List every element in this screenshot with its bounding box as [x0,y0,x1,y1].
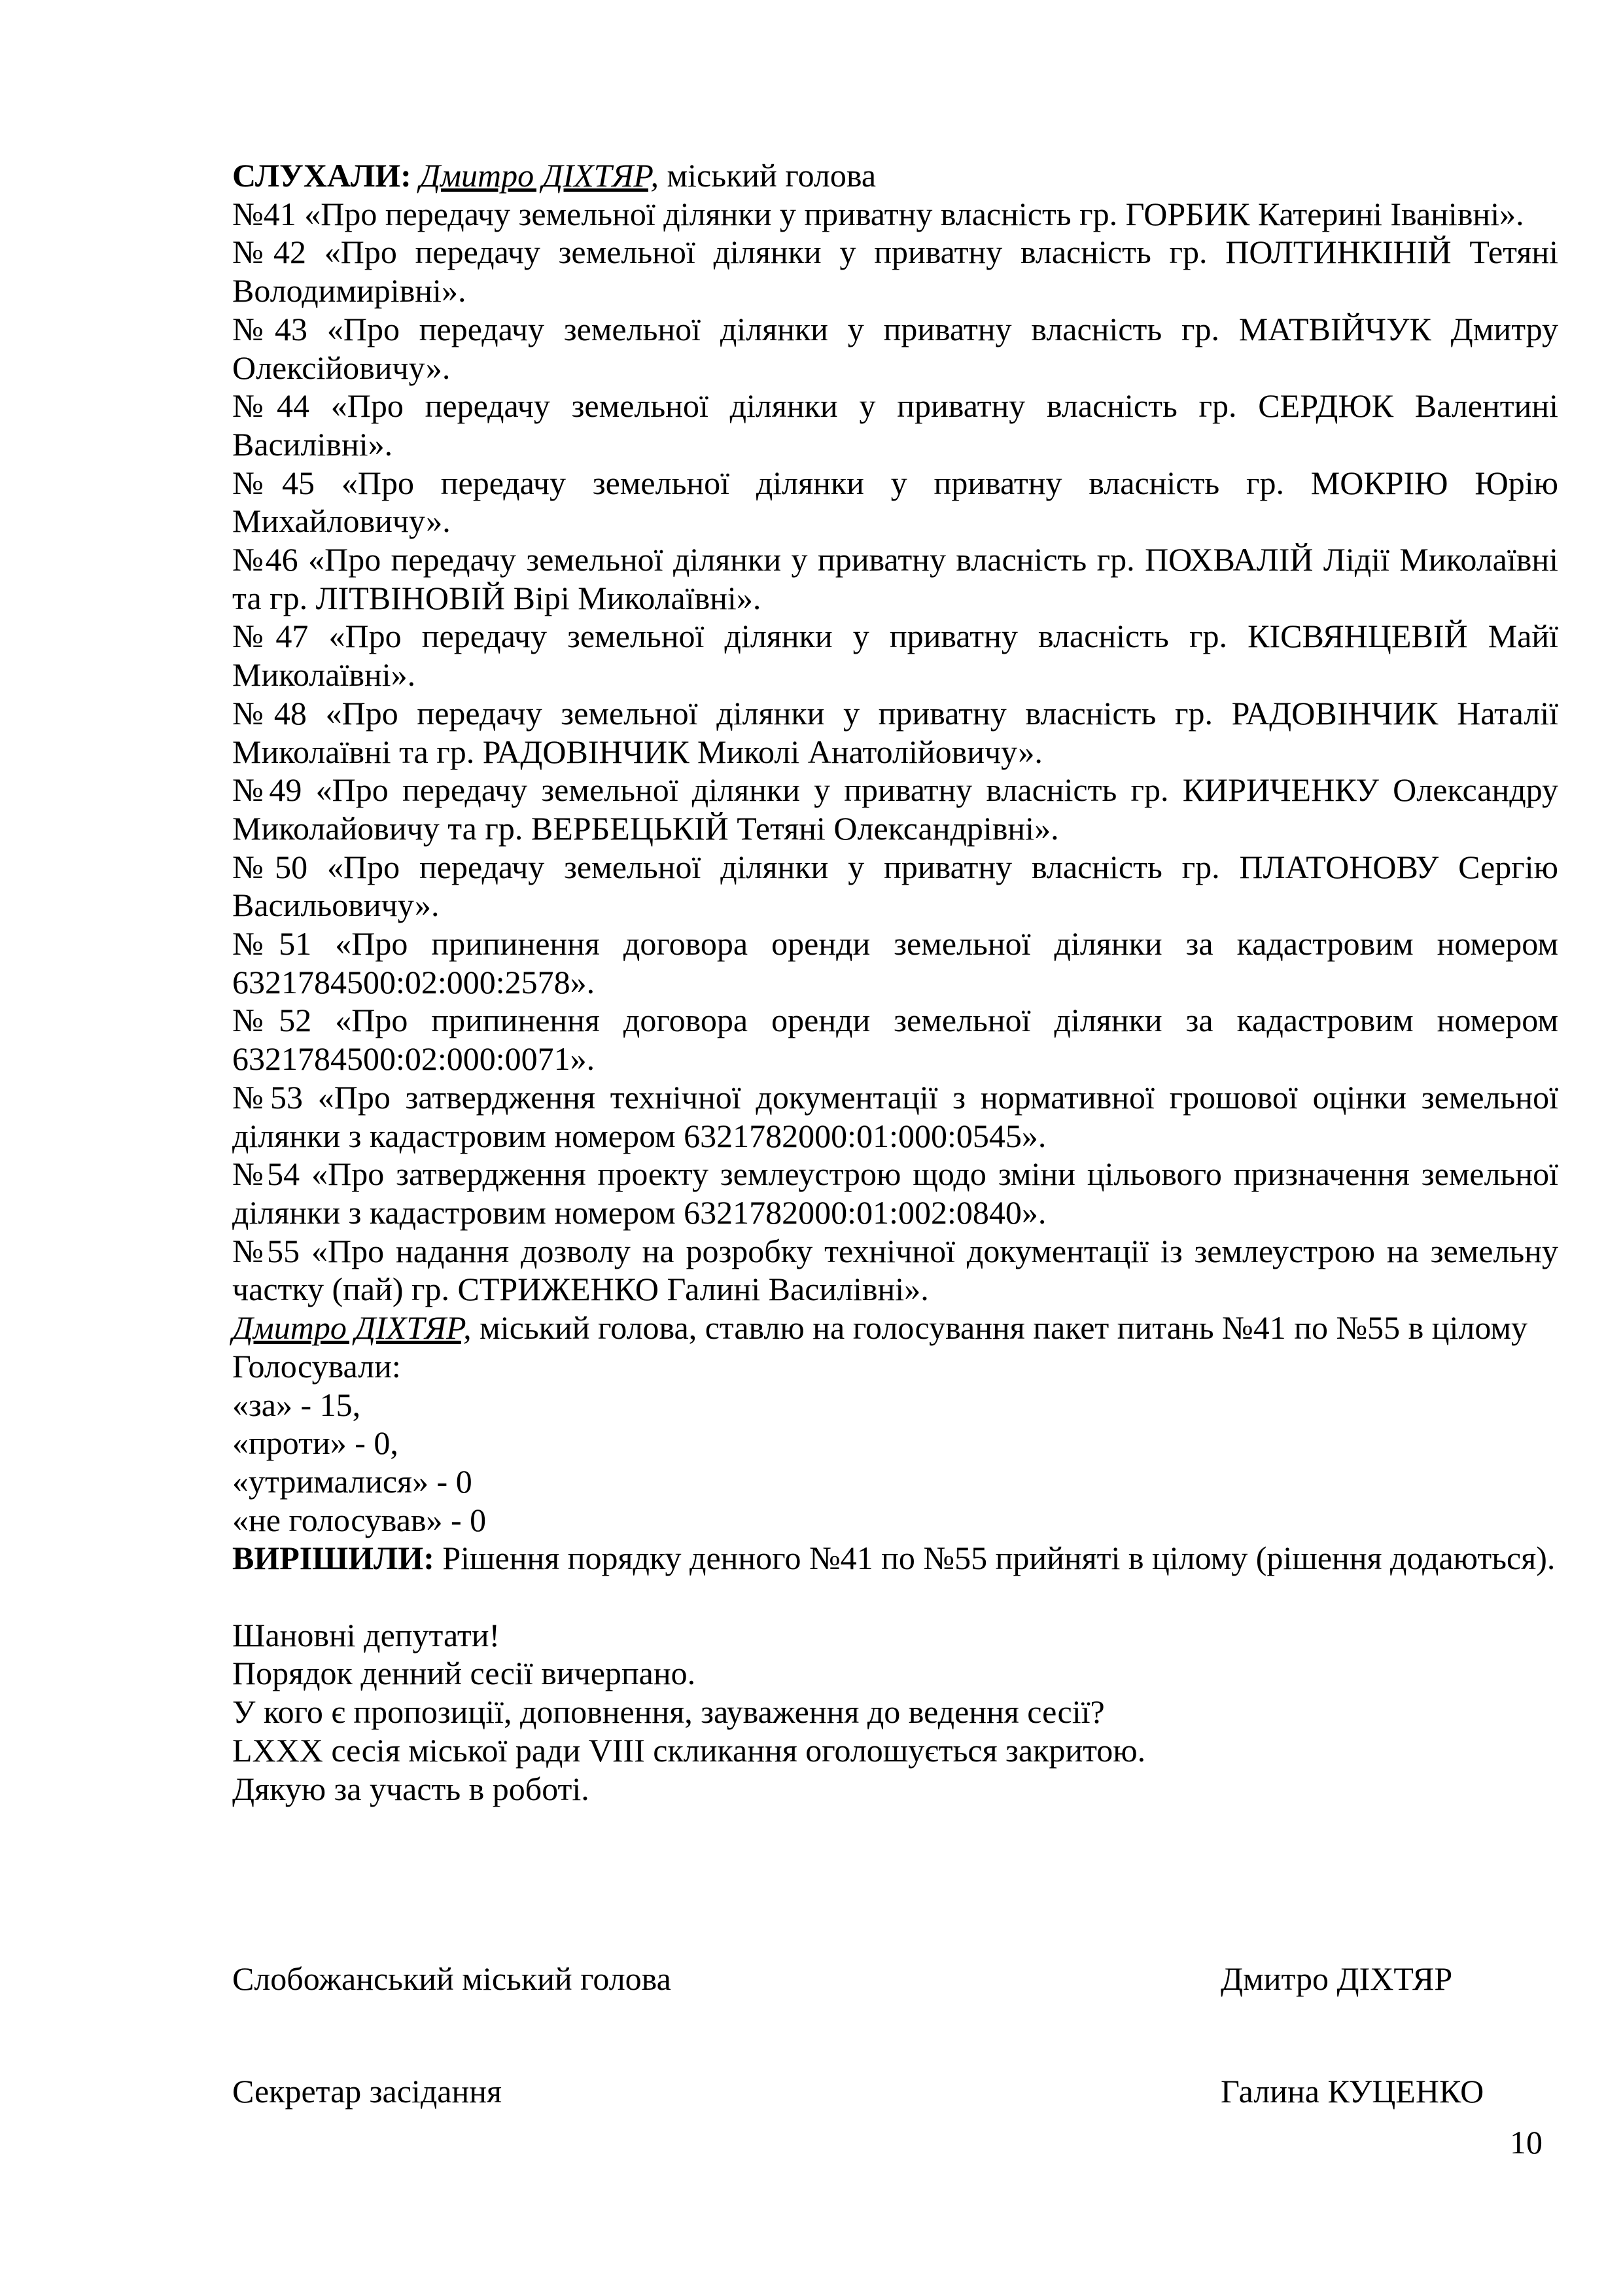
closing-line: Порядок денний сесії вичерпано. [232,1655,696,1692]
document-body [232,156,1558,1808]
agenda-item: №49 «Про передачу земельної ділянки у приватну власність гр. КИРИЧЕНКУ Олександру Миколайовичу та гр. ВЕРБЕЦЬКІЙ Тетяні Олександрівні». [232,771,1558,847]
agenda-item: №53 «Про затвердження технічної документації з нормативної грошової оцінки земельної ділянки з кадастровим номером 6321782000:01:000:0545». [232,1078,1558,1154]
votes-not-voted: «не голосував» - 0 [232,1501,487,1538]
agenda-item: №45 «Про передачу земельної ділянки у приватну власність гр. МОКРІЮ Юрію Михайловичу». [232,464,1558,540]
heard-label: СЛУХАЛИ: [232,157,411,194]
vote-call [232,1309,1558,1347]
page-number: 10 [1510,2124,1543,2161]
voting-label: Голосували: [232,1347,401,1385]
speaker-name: Дмитро ДІХТЯР, [419,157,659,194]
speaker-name: Дмитро ДІХТЯР, [232,1309,472,1347]
votes-for: «за» - 15, [232,1386,361,1423]
heard-line [232,156,1558,195]
votes-against: «проти» - 0, [232,1424,398,1462]
closing-line: LXXX сесія міської ради VIII скликання оголошується закритою. [232,1731,1146,1769]
agenda-item: №44 «Про передачу земельної ділянки у приватну власність гр. СЕРДЮК Валентині Василівні». [232,387,1558,463]
speaker-role: міський голова [658,157,877,194]
agenda-item: №46 «Про передачу земельної ділянки у приватну власність гр. ПОХВАЛІЙ Лідії Миколаївні та гр. ЛІТВІНОВІЙ Вірі Миколаївні». [232,541,1558,616]
closing-line: Дякую за участь в роботі. [232,1770,589,1807]
signature-name: Дмитро ДІХТЯР [1221,1960,1453,1997]
agenda-item: №52 «Про припинення договора оренди земельної ділянки за кадастровим номером 6321784500:02:000:0071». [232,1002,1558,1078]
agenda-item: №50 «Про передачу земельної ділянки у приватну власність гр. ПЛАТОНОВУ Сергію Васильовичу». [232,848,1558,924]
agenda-item: №51 «Про припинення договора оренди земельної ділянки за кадастровим номером 6321784500:02:000:2578». [232,925,1558,1000]
decision [232,1539,1558,1578]
agenda-item: №43 «Про передачу земельної ділянки у приватну власність гр. МАТВІЙЧУК Дмитру Олексійовичу». [232,310,1558,386]
agenda-item: №47 «Про передачу земельної ділянки у приватну власність гр. КІСВЯНЦЕВІЙ Майї Миколаївні». [232,618,1558,694]
agenda-item: №41 «Про передачу земельної ділянки у приватну власність гр. ГОРБИК Катерині Іванівні». [232,195,1524,232]
signature-title: Слобожанський міський голова [232,1960,671,1997]
closing-line: У кого є пропозиції, доповнення, зауваження до ведення сесії? [232,1693,1105,1731]
signature-name: Галина КУЦЕНКО [1221,2073,1484,2110]
decision-text: Рішення порядку денного №41 по №55 прийняті в цілому (рішення додаються). [434,1540,1556,1577]
agenda-items [232,195,1558,1309]
agenda-item: №55 «Про надання дозволу на розробку технічної документації із землеустрою на земельну частку (пай) гр. СТРИЖЕНКО Галині Василівні». [232,1232,1558,1308]
agenda-item: №48 «Про передачу земельної ділянки у приватну власність гр. РАДОВІНЧИК Наталії Миколаївні та гр. РАДОВІНЧИК Миколі Анатолійовичу». [232,694,1558,770]
agenda-item: №54 «Про затвердження проекту землеустрою щодо зміни цільового призначення земельної ділянки з кадастровим номером 6321782000:01:002:0840». [232,1156,1558,1231]
votes-abstained: «утрималися» - 0 [232,1462,472,1500]
agenda-item: №42 «Про передачу земельної ділянки у приватну власність гр. ПОЛТИНКІНІЙ Тетяні Володимирівні». [232,234,1558,309]
closing-line: Шановні депутати! [232,1616,500,1653]
signature-title: Секретар засідання [232,2073,502,2110]
decision-label: ВИРІШИЛИ: [232,1540,434,1577]
vote-call-text: міський голова, ставлю на голосування пакет питань №41 по №55 в цілому [471,1309,1528,1347]
